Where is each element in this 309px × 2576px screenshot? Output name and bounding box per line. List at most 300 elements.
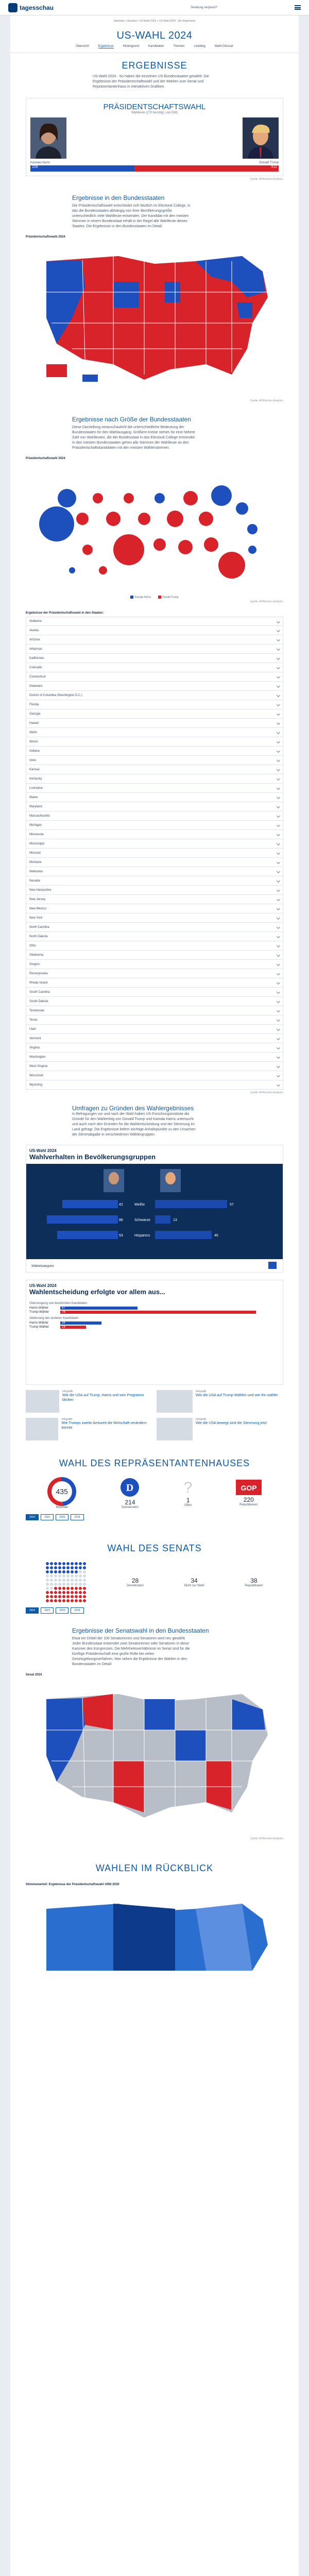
- presidential-subtitle: Wahlleute (270 benötigt, von 538): [131, 111, 178, 114]
- senate-seat-dot: [71, 1583, 74, 1586]
- state-name: Florida: [29, 703, 39, 706]
- us-map-svg: [26, 241, 283, 395]
- senate-seat-dot: [83, 1562, 86, 1565]
- house-rep: [236, 1480, 262, 1506]
- senate-seat-dot: [71, 1574, 74, 1578]
- presidential-source: Quelle: AP/Election Analytics: [250, 178, 283, 181]
- senate-seat-dot: [75, 1591, 78, 1594]
- senate-seat-dot: [46, 1595, 49, 1598]
- mini-articles-row-2: [26, 1418, 283, 1440]
- house-other-label: Offen: [184, 1504, 192, 1507]
- senate-seat-dot: [54, 1566, 57, 1569]
- senate-seat-dot: [62, 1562, 65, 1565]
- state-accordion-row[interactable]: [26, 830, 283, 839]
- senate-seat-dot: [83, 1566, 86, 1569]
- state-name: Iowa: [29, 758, 36, 762]
- mini-article-title: Wie die USA auf Trump-Wählen und wer ihn wählte: [196, 1394, 278, 1398]
- senate-seat-dot: [58, 1566, 61, 1569]
- bubble-map-svg: [26, 462, 283, 591]
- senate-seat-dot: [75, 1566, 78, 1569]
- state-accordion-row[interactable]: [26, 1053, 283, 1062]
- senate-seat-dot: [50, 1587, 53, 1590]
- state-name: Maryland: [29, 805, 42, 808]
- state-accordion-row[interactable]: [26, 988, 283, 997]
- chevron-down-icon: [277, 731, 280, 734]
- state-name: Kalifornien: [29, 656, 44, 660]
- poll-1-row-1-rep: 13: [173, 1218, 177, 1223]
- harris-label: Kamala Harris: [30, 161, 50, 164]
- senate-seat-dot: [79, 1566, 82, 1569]
- state-name: Tennessee: [29, 1009, 45, 1012]
- state-name: New Mexico: [29, 907, 46, 910]
- senate-seat-dot: [79, 1587, 82, 1590]
- poll-1-row-1-dem: 86: [119, 1218, 123, 1223]
- chevron-down-icon: [277, 925, 280, 929]
- senate-seat-dot: [66, 1595, 70, 1598]
- state-accordion-row[interactable]: [26, 941, 283, 951]
- senate-seat-dot: [58, 1574, 61, 1578]
- nav-item[interactable]: Übersicht: [76, 45, 89, 48]
- year-button[interactable]: 2024: [26, 1607, 39, 1614]
- bubble-legend: [26, 596, 283, 599]
- state-accordion-row[interactable]: [26, 821, 283, 830]
- chevron-down-icon: [277, 999, 280, 1003]
- state-name: Washington: [29, 1055, 46, 1059]
- survey-heading[interactable]: Umfragen zu Gründen des Wahlergebnisses: [72, 1105, 194, 1112]
- state-accordion-row[interactable]: [26, 728, 283, 737]
- svg-text:GOP: GOP: [241, 1484, 257, 1493]
- mini-article[interactable]: [157, 1390, 280, 1413]
- poll-2-sub-2: Ablehnung des anderen Kandidaten: [29, 1317, 79, 1320]
- senate-seat-dot: [54, 1562, 57, 1565]
- state-accordion-row[interactable]: [26, 1025, 283, 1034]
- chevron-down-icon: [277, 656, 280, 660]
- poll-1-row-2-rep: 46: [214, 1234, 218, 1238]
- democrat-logo-icon: [119, 1477, 140, 1498]
- state-accordion-row[interactable]: [26, 904, 283, 913]
- state-accordion-row[interactable]: [26, 784, 283, 793]
- state-name: Georgia: [29, 712, 41, 716]
- sendung-verpasst-link[interactable]: Sendung verpasst?: [191, 6, 217, 9]
- results-intro: US-Wahl 2024 - So haben die einzelnen US-Bundesstaaten gewählt: Die Ergebnisse der Präsidentschaftswahl und der Wahlen zum Senat und Repräsentantenhaus in interaktiven Grafiken.: [93, 75, 209, 89]
- poll-2-title: Wahlentscheidung erfolgte vor allem aus...: [29, 1288, 165, 1296]
- senate-seat-dot: [50, 1574, 53, 1578]
- senate-seat-dot: [54, 1591, 57, 1594]
- senate-seat-dot: [83, 1595, 86, 1598]
- nav-item[interactable]: Hintergrund: [123, 45, 139, 48]
- chevron-down-icon: [277, 768, 280, 771]
- poll-2-row-label: Trump-Wähler: [29, 1311, 49, 1314]
- senate-seat-grid: [46, 1562, 86, 1602]
- house-dem-value: 214: [125, 1499, 135, 1506]
- history-chart-label: Stimmenanteil: Ergebnisse der Präsidentschaftswahl 1992-2020: [26, 1883, 119, 1887]
- state-accordion-row[interactable]: [26, 1034, 283, 1043]
- state-accordion-row[interactable]: [26, 839, 283, 849]
- states-heading[interactable]: Ergebnisse in den Bundesstaaten: [72, 194, 165, 201]
- senate-seat-dot: [79, 1583, 82, 1586]
- senate-seat-dot: [46, 1599, 49, 1602]
- state-name: Idaho: [29, 731, 38, 734]
- chevron-down-icon: [277, 638, 280, 641]
- legend-harris: Kamala Harris: [130, 596, 151, 599]
- history-map[interactable]: [26, 1888, 283, 1973]
- main-card: [10, 15, 299, 2576]
- poll-2-kicker: US-Wahl 2024: [29, 1283, 57, 1289]
- results-heading: ERGEBNISSE: [122, 60, 187, 71]
- senate-other-value: 34: [191, 1577, 198, 1585]
- senate-seat-dot: [54, 1579, 57, 1582]
- chevron-down-icon: [277, 888, 280, 892]
- senate-seat-dot: [46, 1583, 49, 1586]
- chevron-down-icon: [277, 916, 280, 920]
- chevron-down-icon: [277, 953, 280, 957]
- nav-item[interactable]: Kandidaten: [148, 45, 164, 48]
- state-accordion-row[interactable]: [26, 932, 283, 941]
- house-total: 435: [52, 1481, 72, 1502]
- gop-logo-icon: [236, 1480, 262, 1495]
- senate-dem: [127, 1577, 144, 1587]
- us-map[interactable]: [26, 241, 283, 398]
- senate-seat-dot: [62, 1591, 65, 1594]
- svg-text:D: D: [126, 1482, 134, 1494]
- year-button[interactable]: 2020: [56, 1514, 68, 1520]
- state-name: South Carolina: [29, 990, 50, 994]
- senate-seat-dot: [50, 1591, 53, 1594]
- senate-seat-dot: [66, 1583, 70, 1586]
- chevron-down-icon: [277, 805, 280, 808]
- state-accordion-row[interactable]: [26, 997, 283, 1006]
- senate-seat-dot: [79, 1570, 82, 1573]
- year-button[interactable]: 2024: [26, 1514, 39, 1520]
- poll-2-row-bar: 19: [60, 1326, 86, 1329]
- menu-icon[interactable]: [295, 5, 301, 10]
- state-accordion-row[interactable]: [26, 876, 283, 886]
- mini-article-kicker: Infografik: [196, 1390, 207, 1394]
- chevron-down-icon: [277, 870, 280, 873]
- question-icon: ?: [183, 1479, 193, 1497]
- year-button[interactable]: 2020: [56, 1607, 68, 1614]
- year-button[interactable]: 2022: [41, 1607, 54, 1614]
- senate-seat-dot: [75, 1595, 78, 1598]
- senate-summary: [26, 1557, 283, 1607]
- state-name: Massachusetts: [29, 814, 50, 818]
- chevron-down-icon: [277, 1018, 280, 1022]
- state-name: Nevada: [29, 879, 40, 883]
- year-button[interactable]: 2018: [71, 1607, 83, 1614]
- state-accordion-row[interactable]: [26, 811, 283, 821]
- state-accordion-row[interactable]: [26, 709, 283, 719]
- house-rep-label: Republikaner: [239, 1503, 258, 1507]
- chevron-down-icon: [277, 1055, 280, 1059]
- state-accordion-row[interactable]: [26, 774, 283, 784]
- state-accordion-row[interactable]: [26, 951, 283, 960]
- mini-article-kicker: Infografik: [62, 1390, 73, 1394]
- breadcrumb[interactable]: Startseite > Ausland > US-Wahl 2024 > US-Wahl 2024 - Die Ergebnisse: [113, 20, 196, 23]
- senate-seat-dot: [66, 1570, 70, 1573]
- mini-article[interactable]: [26, 1390, 149, 1413]
- house-total-label: Mandate: [56, 1506, 68, 1510]
- poll-1-row-2-dem: 53: [119, 1234, 123, 1238]
- senate-seat-dot: [75, 1579, 78, 1582]
- poll-2-row-label: Trump-Wähler: [29, 1326, 49, 1329]
- senate-seat-dot: [62, 1595, 65, 1598]
- chevron-down-icon: [277, 1009, 280, 1012]
- senate-seat-dot: [79, 1599, 82, 1602]
- poll-2-row-label: Harris-Wähler: [29, 1307, 49, 1310]
- state-name: New Hampshire: [29, 888, 52, 892]
- senate-title: WAHL DES SENATS: [107, 1543, 202, 1554]
- chevron-down-icon: [277, 879, 280, 883]
- senate-year-buttons: [26, 1607, 283, 1614]
- state-accordion-row[interactable]: [26, 1006, 283, 1015]
- size-text: Diese Darstellung veranschaulicht die unterschiedliche Bedeutung der Bundesstaaten für den Wahlausgang. Größere Kreise stehen für eine höhere Zahl von Wahlleuten, die der Bundesstaat in das Electoral College entsendet. In den meisten Bundesstaaten gehen alle Stimmen der Wahlleute an den Präsidentschaftskandidaten mit den meisten Wählerstimmen.: [72, 426, 196, 450]
- logo-text: tagesschau: [20, 4, 54, 11]
- state-accordion-row[interactable]: [26, 886, 283, 895]
- mini-article-kicker: Infografik: [61, 1418, 72, 1421]
- chevron-down-icon: [277, 620, 280, 623]
- state-accordion-row[interactable]: [26, 737, 283, 747]
- house-year-buttons: [26, 1514, 283, 1520]
- senate-seat-dot: [79, 1591, 82, 1594]
- state-accordion-row[interactable]: [26, 663, 283, 672]
- state-accordion-row[interactable]: [26, 700, 283, 709]
- senate-rep-label: Republikaner: [245, 1584, 263, 1588]
- state-name: Pennsylvania: [29, 972, 48, 975]
- state-name: District of Columbia (Washington D.C.): [29, 693, 82, 697]
- senate-seat-dot: [58, 1562, 61, 1565]
- survey-text: In Befragungen vor und nach der Wahl haben US-Forschungsinstitute die Gründe für den Wahlerfolg von Donald Trump und Kamala Harris untersucht und auch nach den Gründen für die Wahlentscheidung und der Stimmung im Land gefragt. Die Ergebnisse liefern wichtige Anhaltspunkte zu den Ursachen der Stimmabgabe in verschiedenen Wählergruppen.: [72, 1112, 196, 1137]
- state-accordion-row[interactable]: [26, 765, 283, 774]
- state-name: Hawaii: [29, 721, 39, 725]
- chevron-down-icon: [277, 693, 280, 697]
- state-accordion-row[interactable]: [26, 1071, 283, 1080]
- state-accordion-row[interactable]: [26, 654, 283, 663]
- chevron-down-icon: [277, 786, 280, 790]
- states-list-title: Ergebnisse der Präsidentschaftswahl in den Staaten:: [26, 612, 104, 615]
- nav-item[interactable]: Wahl-Glossar: [214, 45, 233, 48]
- senate-seat-dot: [50, 1566, 53, 1569]
- senate-seat-dot: [66, 1579, 70, 1582]
- states-map-label: Präsidentschaftswahl 2024: [26, 235, 65, 239]
- chevron-down-icon: [277, 1074, 280, 1077]
- senate-seat-dot: [71, 1566, 74, 1569]
- senate-map[interactable]: [26, 1679, 283, 1836]
- poll-2-row-bar: 34: [60, 1321, 101, 1325]
- state-accordion-row[interactable]: [26, 1043, 283, 1053]
- senate-seat-dot: [75, 1562, 78, 1565]
- senate-seat-dot: [54, 1599, 57, 1602]
- state-name: Wisconsin: [29, 1074, 44, 1077]
- poll-1-row-0-label: Weiße: [134, 1203, 145, 1207]
- state-accordion-row[interactable]: [26, 672, 283, 682]
- senate-seat-dot: [79, 1579, 82, 1582]
- state-accordion-row[interactable]: [26, 793, 283, 802]
- poll-1-body: [26, 1164, 283, 1272]
- year-button[interactable]: 2022: [41, 1514, 54, 1520]
- state-name: Ohio: [29, 944, 36, 947]
- senate-seat-dot: [71, 1591, 74, 1594]
- chevron-down-icon: [277, 860, 280, 864]
- state-accordion-row[interactable]: [26, 747, 283, 756]
- chevron-down-icon: [277, 833, 280, 836]
- chevron-down-icon: [277, 1046, 280, 1049]
- state-accordion-row[interactable]: [26, 617, 283, 626]
- senate-seat-dot: [58, 1587, 61, 1590]
- mini-article-thumbnail: [157, 1418, 193, 1440]
- chevron-down-icon: [277, 629, 280, 632]
- state-accordion-row[interactable]: [26, 895, 283, 904]
- state-accordion-row[interactable]: [26, 645, 283, 654]
- mini-article[interactable]: [157, 1418, 280, 1440]
- senate-seat-dot: [62, 1599, 65, 1602]
- state-accordion-row[interactable]: [26, 626, 283, 635]
- senate-seat-dot: [46, 1566, 49, 1569]
- senate-states-heading[interactable]: Ergebnisse der Senatswahl in den Bundesstaaten: [72, 1627, 209, 1635]
- mini-article-thumbnail: [26, 1418, 58, 1440]
- senate-seat-dot: [50, 1583, 53, 1586]
- chevron-down-icon: [277, 842, 280, 845]
- state-accordion-row[interactable]: [26, 923, 283, 932]
- state-accordion-row[interactable]: [26, 802, 283, 811]
- bubble-source: Quelle: AP/Election Analytics: [250, 600, 283, 604]
- state-accordion-row[interactable]: [26, 978, 283, 988]
- electoral-bar: [30, 165, 279, 172]
- state-name: Mississippi: [29, 842, 45, 845]
- senate-seat-dot: [58, 1599, 61, 1602]
- senate-seat-dot: [62, 1566, 65, 1569]
- senate-seat-dot: [75, 1583, 78, 1586]
- poll-1-category-button: Wählerkategorie: [31, 1265, 54, 1268]
- year-button[interactable]: 2018: [71, 1514, 83, 1520]
- senate-seat-dot: [62, 1579, 65, 1582]
- chevron-down-icon: [277, 990, 280, 994]
- chevron-down-icon: [277, 721, 280, 725]
- mini-article-thumbnail: [157, 1390, 193, 1413]
- senate-seat-dot: [66, 1562, 70, 1565]
- senate-other-label: Nicht zur Wahl: [184, 1584, 204, 1588]
- states-accordion: [26, 617, 283, 1090]
- state-name: Colorado: [29, 666, 42, 669]
- poll-1-row-2-label: Hispanics: [134, 1234, 150, 1238]
- senate-states-text: Etwa ein Drittel der 100 Senatorinnen und Senatoren wird neu gewählt. Jeder Bundesstaat entsendet zwei Senatorinnen oder Senatoren in diese Kammer des Kongresses. Die Mehrheitsverhältnisse im Senat sind für die künftige Präsidentschaft eine große Rolle bei vielen Gesetzgebungsverfahren. Hier sehen die Ergebnisse der Wahlen in den Bundesstaaten im Detail:: [72, 1637, 190, 1667]
- state-accordion-row[interactable]: [26, 1080, 283, 1090]
- chevron-down-icon: [277, 1027, 280, 1031]
- mini-article[interactable]: [26, 1418, 149, 1440]
- senate-seat-dot: [58, 1595, 61, 1598]
- state-accordion-row[interactable]: [26, 867, 283, 876]
- state-name: Rhode Island: [29, 981, 48, 985]
- top-bar: [0, 0, 309, 15]
- senate-seat-dot: [66, 1599, 70, 1602]
- nav-item-active[interactable]: Ergebnisse: [98, 45, 114, 48]
- state-name: North Dakota: [29, 935, 48, 938]
- chevron-down-icon: [277, 795, 280, 799]
- state-accordion-row[interactable]: [26, 858, 283, 867]
- size-heading[interactable]: Ergebnisse nach Größe der Bundesstaaten: [72, 416, 191, 423]
- chevron-down-icon: [277, 684, 280, 688]
- tagesschau-logo[interactable]: [8, 3, 54, 12]
- state-accordion-row[interactable]: [26, 719, 283, 728]
- mini-articles-row-1: [26, 1390, 283, 1413]
- house-summary: [26, 1472, 283, 1514]
- state-accordion-row[interactable]: [26, 756, 283, 765]
- senate-seat-dot: [83, 1579, 86, 1582]
- logo-icon: [8, 3, 18, 12]
- state-accordion-row[interactable]: [26, 1062, 283, 1071]
- state-name: Virginia: [29, 1046, 40, 1049]
- state-accordion-row[interactable]: [26, 691, 283, 700]
- chevron-down-icon: [277, 1037, 280, 1040]
- senate-seat-dot: [50, 1579, 53, 1582]
- senate-seat-dot: [66, 1566, 70, 1569]
- nav-item[interactable]: Themen: [173, 45, 185, 48]
- house-donut: [47, 1477, 76, 1506]
- chevron-down-icon: [277, 777, 280, 781]
- nav-item[interactable]: Liveblog: [194, 45, 205, 48]
- senate-dem-value: 28: [131, 1577, 139, 1585]
- state-accordion-row[interactable]: [26, 969, 283, 978]
- chevron-down-icon: [277, 740, 280, 743]
- senate-seat-dot: [83, 1574, 86, 1578]
- senate-seat-dot: [50, 1562, 53, 1565]
- state-name: Arkansas: [29, 647, 43, 651]
- senate-rep: [245, 1577, 263, 1587]
- poll-1-title: Wahlverhalten in Bevölkerungsgruppen: [29, 1153, 156, 1161]
- state-accordion-row[interactable]: [26, 1015, 283, 1025]
- state-name: Minnesota: [29, 833, 44, 836]
- mini-article-title: Wie die USA auf Trump, Harris und sein Programm blicken: [62, 1394, 144, 1402]
- state-name: Kentucky: [29, 777, 42, 781]
- section-nav: [10, 45, 299, 53]
- state-name: Utah: [29, 1027, 36, 1031]
- poll-2-row-label: Harris-Wähler: [29, 1321, 49, 1325]
- senate-seat-dot: [83, 1587, 86, 1590]
- senate-seat-dot: [58, 1579, 61, 1582]
- state-accordion-row[interactable]: [26, 849, 283, 858]
- senate-seat-dot: [75, 1574, 78, 1578]
- senate-seat-dot: [71, 1562, 74, 1565]
- state-name: South Dakota: [29, 999, 48, 1003]
- state-name: Indiana: [29, 749, 40, 753]
- senate-seat-dot: [66, 1591, 70, 1594]
- senate-seat-dot: [46, 1562, 49, 1565]
- state-accordion-row[interactable]: [26, 913, 283, 923]
- senate-seat-dot: [50, 1599, 53, 1602]
- senate-seat-dot: [75, 1570, 78, 1573]
- senate-seat-dot: [54, 1595, 57, 1598]
- house-other-value: 1: [186, 1497, 190, 1504]
- chevron-down-icon: [277, 1083, 280, 1087]
- bubble-map[interactable]: [26, 462, 283, 599]
- senate-seat-dot: [62, 1587, 65, 1590]
- state-accordion-row[interactable]: [26, 960, 283, 969]
- senate-rep-value: 38: [250, 1577, 258, 1585]
- chevron-down-icon: [277, 758, 280, 762]
- senate-seat-dot: [46, 1574, 49, 1578]
- senate-seat-dot: [54, 1570, 57, 1573]
- state-accordion-row[interactable]: [26, 682, 283, 691]
- poll-2-row-bar: 67: [60, 1307, 138, 1310]
- senate-seat-dot: [71, 1570, 74, 1573]
- state-name: Kansas: [29, 768, 40, 771]
- states-text: Die Präsidentschaftswahl entscheidet sich letztlich im Electoral College, in das die Bundesstaaten abhängig von ihrer Bevölkerungsgröße unterschiedlich viele Wahlleute entsenden. Der Kandidat mit den meisten Stimmen in einem Bundesstaat erhält in der Regel alle Wahlleute dieses Staates. Die Ergebnisse in den Bundesstaaten im Detail:: [72, 204, 191, 228]
- state-accordion-row[interactable]: [26, 635, 283, 645]
- trump-label: Donald Trump: [259, 161, 279, 164]
- chevron-down-icon: [277, 981, 280, 985]
- states-list-source: Quelle: AP/Election Analytics: [250, 1091, 283, 1095]
- house-title: WAHL DES REPRÄSENTANTENHAUSES: [59, 1458, 250, 1469]
- states-source: Quelle: AP/Election Analytics: [250, 399, 283, 402]
